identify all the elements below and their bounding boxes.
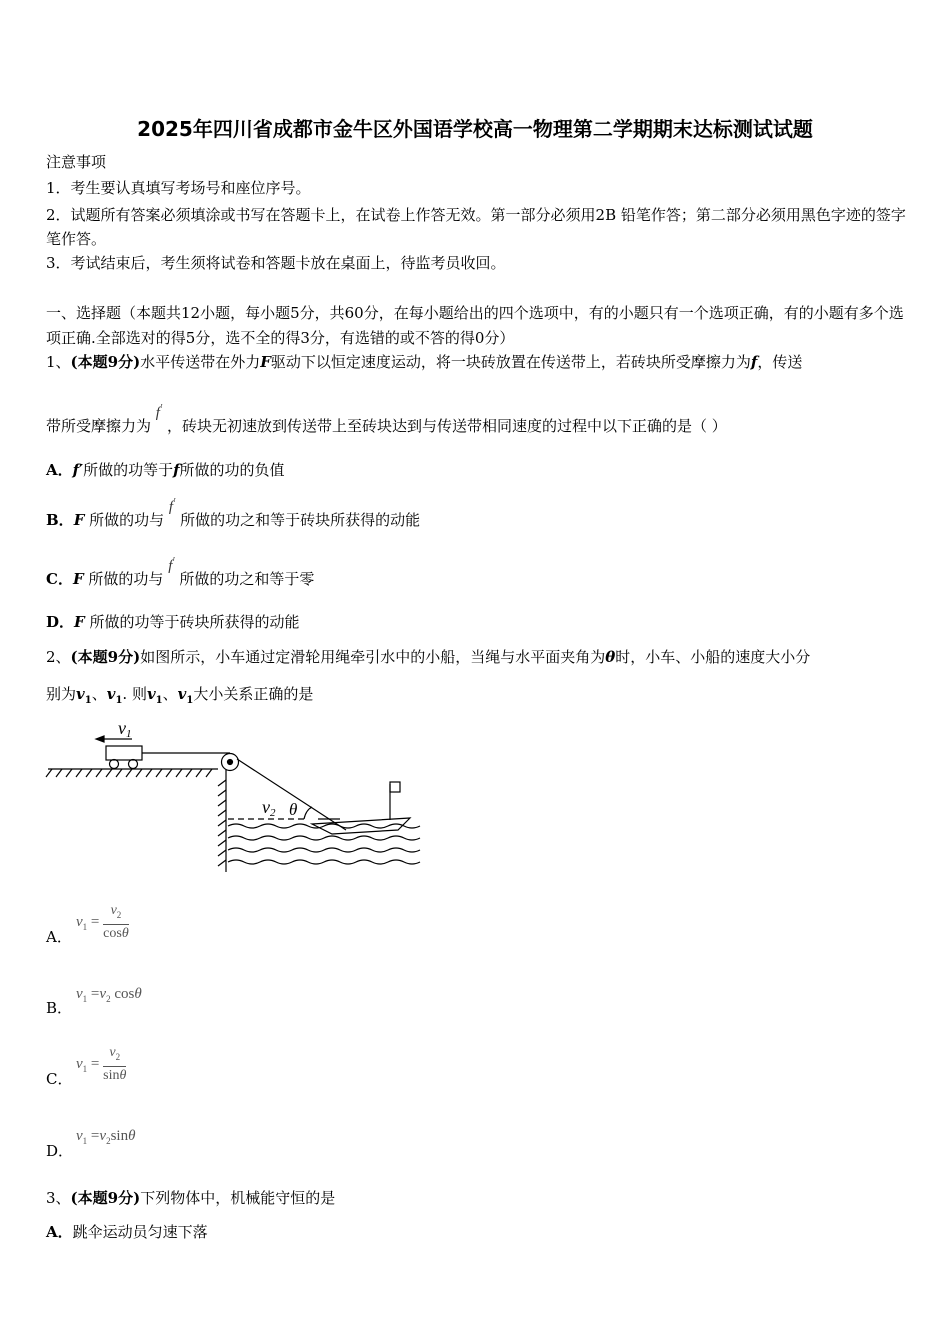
option-label: C． [46, 570, 73, 588]
q1-text-d: 带所受摩擦力为 [46, 417, 152, 435]
q3-score: (本题9分) [70, 1189, 141, 1207]
formula-v: v [76, 986, 83, 1002]
water-wave [228, 836, 420, 840]
q2-option-d-formula[interactable] [76, 1128, 135, 1146]
q1-var-f: f [750, 353, 758, 371]
q2-text-c: 别为 [46, 685, 77, 703]
theta-arc [304, 807, 312, 819]
option-label: A． [46, 1223, 73, 1241]
q3-text: 下列物体中，机械能守恒的是 [140, 1189, 336, 1207]
q1-text-a: 水平传送带在外力 [140, 353, 261, 371]
q2-var-theta: θ [605, 648, 616, 666]
q1-option-a[interactable] [46, 460, 285, 480]
q2-var-v: v [177, 685, 187, 703]
option-text: 所做的功之和等于零 [179, 570, 315, 588]
q2-option-d-label: D． [46, 1142, 74, 1160]
option-var: F [73, 511, 85, 529]
q2-var-v: v [76, 685, 85, 703]
option-text: 所做的功等于 [83, 461, 174, 479]
formula-v: v [76, 1055, 83, 1072]
fraction-numerator: $v_2$ [103, 1044, 126, 1067]
question-2-line-1 [46, 647, 810, 667]
f-prime-symbol: f′ [168, 556, 175, 574]
formula-sub: 2 [106, 994, 111, 1004]
question-2-line-2 [46, 684, 313, 711]
option-text: 所做的功与 [89, 511, 165, 529]
pulley-boat-figure [44, 712, 424, 878]
question-1-line-1 [46, 352, 802, 372]
q2-option-b-label: B． [46, 999, 73, 1017]
f-prime-letter: f [168, 499, 174, 515]
f-prime-symbol: f′ [168, 497, 176, 515]
fraction-denominator: cosθ [103, 925, 129, 941]
v1-arrowhead [96, 736, 104, 742]
option-text: 所做的功的负值 [179, 461, 285, 479]
q2-sep: 、 [162, 685, 178, 703]
formula-fraction [103, 1044, 126, 1085]
cart-body [106, 746, 142, 760]
f-prime-letter: f [155, 405, 160, 421]
q2-option-c-label: C． [46, 1070, 73, 1088]
q2-sub: 1 [155, 695, 163, 706]
q2-option-c-formula[interactable] [76, 1044, 126, 1085]
fig-v1-label: v1 [118, 718, 132, 740]
notice-item-2: 2．试题所有答案必须填涂或书写在答题卡上，在试卷上作答无效。第一部分必须用2B 铅笔作答；第二部分必须用黑色字迹的签字笔作答。 [46, 206, 906, 248]
formula-sub: 1 [82, 1136, 88, 1146]
pulley-axle [228, 760, 233, 765]
q2-option-b-formula[interactable] [76, 986, 142, 1004]
q2-sep: 、 [91, 685, 107, 703]
water-wave [228, 824, 420, 828]
formula-v: v [99, 1128, 107, 1144]
fraction-denominator: sinθ [103, 1067, 127, 1083]
option-var: F [72, 570, 84, 588]
formula-v: v [76, 1128, 83, 1144]
boat-hull [312, 818, 410, 834]
option-label: A． [46, 461, 73, 479]
formula-sin: sin [110, 1128, 129, 1144]
q1-option-d[interactable] [46, 612, 299, 632]
q2-option-a-formula[interactable] [76, 902, 129, 943]
notice-item-1: 1．考生要认真填写考场号和座位序号。 [46, 179, 311, 197]
formula-eq: = [90, 1128, 100, 1144]
cart-wheel [129, 760, 138, 769]
water-wave [228, 860, 420, 864]
q2-score: (本题9分) [70, 648, 141, 666]
q1-score: (本题9分) [70, 353, 141, 371]
formula-eq: = [90, 986, 100, 1002]
option-text: 跳伞运动员匀速下落 [72, 1223, 208, 1241]
option-text: 所做的功等于砖块所获得的动能 [89, 613, 300, 631]
f-prime-letter: f [168, 558, 173, 574]
fraction-numerator: $v_2$ [103, 902, 129, 925]
question-3 [46, 1188, 335, 1208]
question-1-line-2 [46, 403, 727, 437]
q2-sub: 1 [186, 695, 194, 706]
q3-option-a[interactable] [46, 1222, 208, 1242]
q2-text-e: 大小关系正确的是 [193, 685, 314, 703]
formula-theta: θ [128, 1128, 136, 1144]
q1-number: 1、 [46, 353, 71, 371]
q2-number: 2、 [46, 648, 71, 666]
q1-var-F: F [260, 353, 271, 371]
page-title: 2025年四川省成都市金牛区外国语学校高一物理第二学期期末达标测试试题 [137, 117, 813, 141]
formula-theta: θ [134, 986, 142, 1002]
formula-sub: 2 [106, 1136, 111, 1146]
option-var: f′ [72, 461, 84, 479]
formula-sub: 1 [82, 1063, 88, 1074]
q2-sub: 1 [84, 695, 92, 706]
q1-option-c[interactable] [46, 556, 315, 590]
q2-var-v: v [106, 685, 116, 703]
formula-eq: = [90, 913, 100, 930]
formula-sub: 1 [82, 994, 88, 1004]
fig-v2-label: v2 [262, 797, 276, 819]
q2-var-v: v [146, 685, 156, 703]
cart-wheel [110, 760, 119, 769]
q1-option-b[interactable] [46, 497, 421, 531]
section-heading: 一、选择题（本题共12小题，每小题5分，共60分，在每小题给出的四个选项中，有的小题只有一个选项正确，有的小题有多个选项正确.全部选对的得5分，选不全的得3分，有选错的或不答的得0分） [46, 304, 904, 347]
formula-v: v [76, 913, 83, 930]
formula-eq: = [90, 1055, 100, 1072]
q2-text-a: 如图所示，小车通过定滑轮用绳牵引水中的小船，当绳与水平面夹角为 [140, 648, 606, 666]
option-var: F [74, 613, 85, 631]
formula-sub: 1 [82, 921, 88, 932]
q2-option-a-label: A． [46, 928, 72, 946]
q3-number: 3、 [46, 1189, 71, 1207]
ground-hatch [46, 769, 212, 777]
option-var: f [173, 461, 180, 479]
option-label: D． [46, 613, 75, 631]
q2-sub: 1 [115, 695, 123, 706]
notice-heading: 注意事项 [46, 153, 107, 171]
option-label: B． [46, 511, 74, 529]
option-text: 所做的功之和等于砖块所获得的动能 [180, 511, 421, 529]
option-text: 所做的功与 [88, 570, 164, 588]
wall-hatch [218, 780, 226, 866]
q2-text-d: . 则 [122, 685, 147, 703]
boat-flag [390, 782, 400, 792]
water-wave [228, 848, 420, 852]
formula-v: v [99, 986, 107, 1002]
f-prime-symbol: f′ [155, 403, 163, 421]
q1-text-b: 驱动下以恒定速度运动，将一块砖放置在传送带上，若砖块所受摩擦力为 [270, 353, 751, 371]
formula-fraction [103, 902, 129, 943]
notice-item-3: 3．考试结束后，考生须将试卷和答题卡放在桌面上，待监考员收回。 [46, 254, 506, 272]
q1-text-c: ，传送 [757, 353, 803, 371]
formula-cos: cos [114, 986, 135, 1002]
q1-text-e: ，砖块无初速放到传送带上至砖块达到与传送带相同速度的过程中以下正确的是（ ） [166, 417, 727, 435]
fig-theta-label: θ [289, 800, 298, 819]
q2-text-b: 时，小车、小船的速度大小分 [615, 648, 811, 666]
